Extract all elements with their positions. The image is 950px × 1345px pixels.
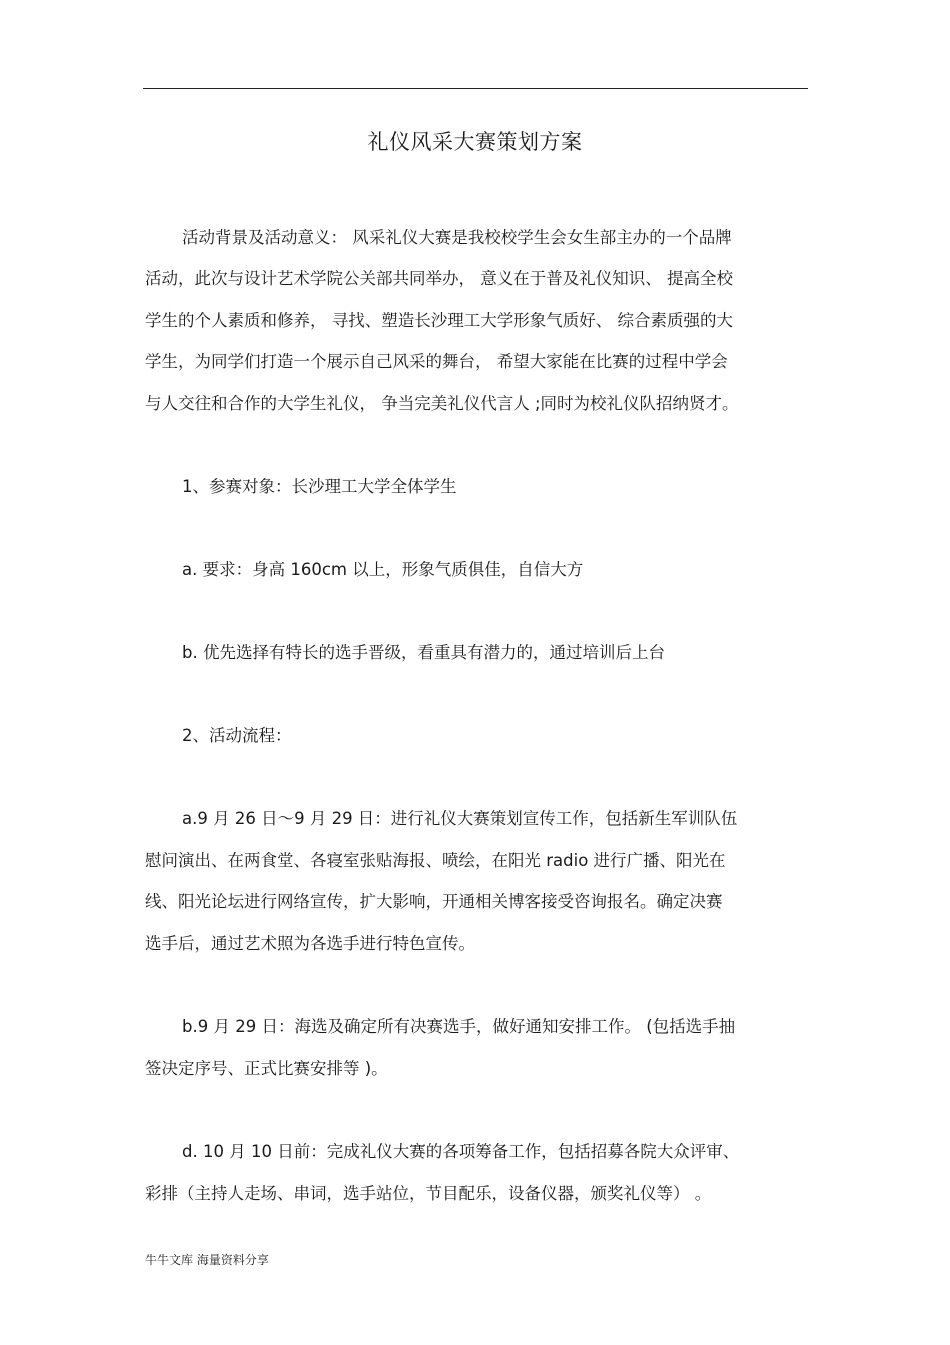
paragraph-line: 与人交往和合作的大学生礼仪， 争当完美礼仪代言人 ;同时为校礼仪队招纳贤才。 [145, 394, 739, 413]
document-title: 礼仪风采大赛策划方案 [367, 130, 583, 154]
paragraph-line: 1、参赛对象：长沙理工大学全体学生 [182, 477, 457, 496]
paragraph-line: d. 10 月 10 日前：完成礼仪大赛的各项筹备工作，包括招募各院大众评审、 [182, 1142, 740, 1161]
paragraph-line: 2、活动流程： [182, 726, 292, 745]
paragraph-line: 学生的个人素质和修养， 寻找、塑造长沙理工大学形象气质好、 综合素质强的大 [145, 311, 733, 330]
paragraph-line: a.9 月 26 日～9 月 29 日：进行礼仪大赛策划宣传工作，包括新生军训队伍 [182, 809, 738, 828]
header-rule [143, 88, 808, 89]
paragraph-line: 线、阳光论坛进行网络宣传，扩大影响，开通相关博客接受咨询报名。确定决赛 [145, 892, 723, 911]
paragraph-line: a. 要求：身高 160cm 以上，形象气质俱佳，自信大方 [182, 560, 584, 579]
paragraph-line: b.9 月 29 日：海选及确定所有决赛选手，做好通知安排工作。 (包括选手抽 [182, 1017, 736, 1036]
page-footer: 牛牛文库 海量资料分享 [145, 1253, 269, 1267]
paragraph-line: 签决定序号、正式比赛安排等 )。 [145, 1059, 388, 1078]
paragraph-line: 活动，此次与设计艺术学院公关部共同举办， 意义在于普及礼仪知识、 提高全校 [145, 269, 733, 288]
paragraph-line: b. 优先选择有特长的选手晋级，看重具有潜力的，通过培训后上台 [182, 643, 665, 662]
paragraph-line: 学生，为同学们打造一个展示自己风采的舞台， 希望大家能在比赛的过程中学会 [145, 352, 728, 371]
paragraph-line: 彩排（主持人走场、串词，选手站位，节目配乐，设备仪器，颁奖礼仪等） 。 [145, 1184, 712, 1203]
paragraph-line: 慰问演出、在两食堂、各寝室张贴海报、喷绘，在阳光 radio 进行广播、阳光在 [145, 851, 726, 870]
paragraph-line: 选手后，通过艺术照为各选手进行特色宣传。 [145, 934, 475, 953]
paragraph-line: 活动背景及活动意义： 风采礼仪大赛是我校校学生会女生部主办的一个品牌 [182, 228, 732, 247]
